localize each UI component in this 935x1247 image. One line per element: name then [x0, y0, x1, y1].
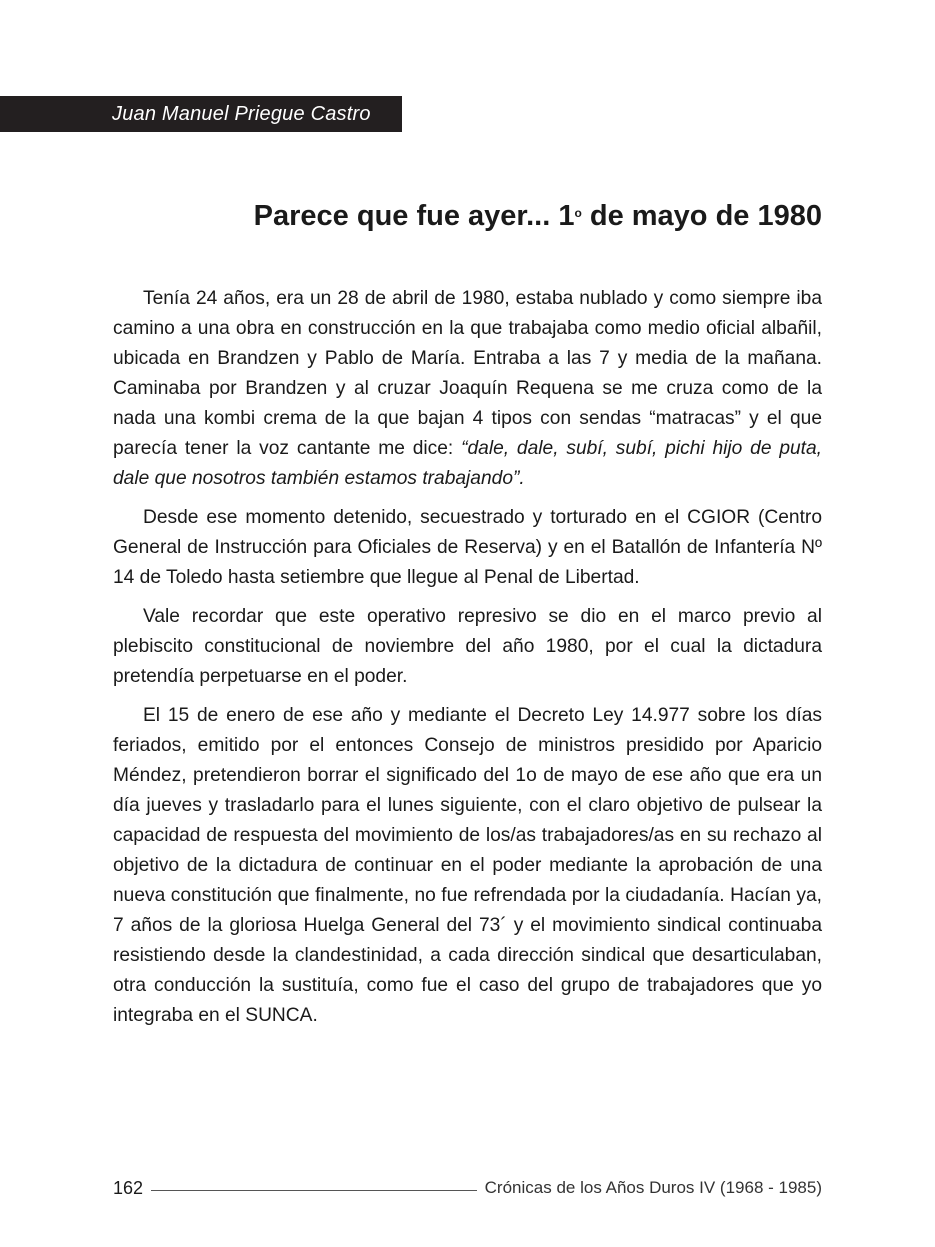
- author-header-bar: [0, 96, 402, 132]
- chapter-title-ordinal: o: [574, 206, 582, 220]
- chapter-title-start: Parece que fue ayer... 1: [253, 200, 575, 232]
- paragraph-3: Vale recordar que este operativo represivo se dio en el marco previo al plebiscito constitucional de noviembre del año 1980, por el cual la dictadura pretendía perpetuarse en el poder.: [113, 606, 822, 687]
- paragraph-1: [113, 284, 822, 494]
- body-text: [113, 284, 822, 1040]
- page-number: 162: [113, 1177, 144, 1198]
- paragraph-1-quote: “dale, dale, subí, subí, pichi hijo de puta, dale que nosotros también estamos trabajando”.: [113, 438, 823, 489]
- footer-divider: [151, 1190, 477, 1191]
- chapter-title: [254, 200, 822, 233]
- author-name: Juan Manuel Priegue Castro: [112, 102, 371, 125]
- paragraph-2: Desde ese momento detenido, secuestrado y torturado en el CGIOR (Centro General de Instrucción para Oficiales de Reserva) y en el Batallón de Infantería Nº 14 de Toledo hasta setiembre que llegue al Penal de Libertad.: [113, 507, 822, 588]
- page-footer: [113, 1174, 822, 1202]
- paragraph-1-text: Tenía 24 años, era un 28 de abril de 1980, estaba nublado y como siempre iba camino a una obra en construcción en la que trabajaba como medio oficial albañil, ubicada en Brandzen y Pablo de María. Entraba a las 7 y media de la mañana. Caminaba por Brandzen y al cruzar Joaquín Requena se me cruza como de la nada una kombi crema de la que bajan 4 tipos con sendas “matracas” y el que parecía tener la voz cantante me dice:: [113, 288, 822, 459]
- paragraph-4: El 15 de enero de ese año y mediante el Decreto Ley 14.977 sobre los días feriados, emitido por el entonces Consejo de ministros presidido por Aparicio Méndez, pretendieron borrar el significado del 1o de mayo de ese año que era un día jueves y trasladarlo para el lunes siguiente, con el claro objetivo de pulsear la capacidad de respuesta del movimiento de los/as trabajadores/as en su rechazo al objetivo de la dictadura de continuar en el poder mediante la aprobación de una nueva constitución que finalmente, no fue refrendada por la ciudadanía. Hacían ya, 7 años de la gloriosa Huelga General del 73´ y el movimiento sindical continuaba resistiendo desde la clandestinidad, a cada dirección sindical que desarticulaban, otra conducción la sustituía, como fue el caso del grupo de trabajadores que yo integraba en el SUNCA.: [113, 705, 822, 1026]
- chapter-title-end: de mayo de 1980: [581, 200, 822, 232]
- running-title: Crónicas de los Años Duros IV (1968 - 1985): [484, 1178, 822, 1197]
